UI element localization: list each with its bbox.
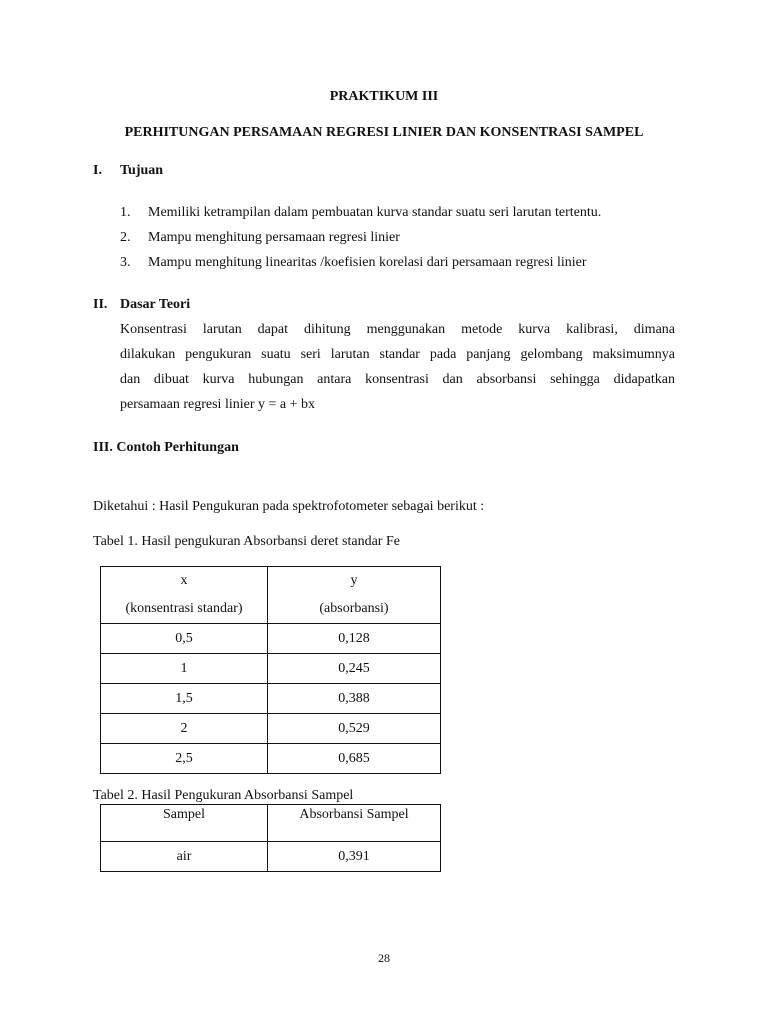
section-1-heading: Tujuan — [120, 163, 164, 178]
cell-x: 1 — [101, 654, 268, 684]
cell-y: 0,388 — [268, 684, 441, 714]
list-item-number: 2. — [120, 230, 131, 245]
cell-x: 0,5 — [101, 624, 268, 654]
table-2-caption: Tabel 2. Hasil Pengukuran Absorbansi Sampel — [93, 788, 354, 803]
cell-x: 1,5 — [101, 684, 268, 714]
cell-sample: air — [101, 842, 268, 872]
header-y — [268, 567, 441, 624]
table-1-caption: Tabel 1. Hasil pengukuran Absorbansi deret standar Fe — [93, 534, 400, 549]
header-y-desc: (absorbansi) — [319, 601, 389, 616]
cell-absorbance: 0,391 — [268, 842, 441, 872]
list-item — [0, 255, 768, 271]
header-sample: Sampel — [101, 805, 268, 842]
theory-line: Konsentrasi larutan dapat dihitung menggunakan metode kurva kalibrasi, dimana — [120, 322, 675, 337]
page-number: 28 — [378, 951, 390, 965]
section-1-number: I. — [93, 163, 102, 178]
cell-y: 0,529 — [268, 714, 441, 744]
table-row — [101, 744, 441, 774]
table-row — [101, 842, 441, 872]
list-item-text: Mampu menghitung linearitas /koefisien korelasi dari persamaan regresi linier — [148, 255, 587, 270]
theory-line: dilakukan pengukuran suatu seri larutan standar pada panjang gelombang maksimumnya — [120, 347, 675, 362]
page-title: PRAKTIKUM III — [329, 89, 439, 104]
header-x-desc: (konsentrasi standar) — [125, 601, 243, 616]
table-row — [101, 714, 441, 744]
cell-x: 2,5 — [101, 744, 268, 774]
section-2-number: II. — [93, 297, 108, 312]
table-row — [101, 624, 441, 654]
cell-y: 0,245 — [268, 654, 441, 684]
header-x-symbol: x — [180, 573, 188, 588]
table-row — [101, 684, 441, 714]
standard-table — [100, 566, 441, 774]
cell-y: 0,128 — [268, 624, 441, 654]
cell-y: 0,685 — [268, 744, 441, 774]
list-item-number: 3. — [120, 255, 131, 270]
list-item-text: Mampu menghitung persamaan regresi linier — [148, 230, 400, 245]
section-3-heading: III. Contoh Perhitungan — [93, 440, 239, 455]
table-header-row — [101, 805, 441, 842]
list-item — [0, 205, 768, 221]
given-statement: Diketahui : Hasil Pengukuran pada spektrofotometer sebagai berikut : — [93, 499, 485, 514]
list-item-number: 1. — [120, 205, 131, 220]
header-absorbance: Absorbansi Sampel — [268, 805, 441, 842]
theory-paragraph — [120, 322, 675, 422]
page-subtitle: PERHITUNGAN PERSAMAAN REGRESI LINIER DAN KONSENTRASI SAMPEL — [124, 125, 644, 140]
list-item — [0, 230, 768, 246]
header-x — [101, 567, 268, 624]
header-y-symbol: y — [350, 573, 358, 588]
table-row — [101, 654, 441, 684]
theory-line: dan dibuat kurva hubungan antara konsentrasi dan absorbansi sehingga didapatkan — [120, 372, 675, 387]
section-2-heading: Dasar Teori — [120, 297, 191, 312]
sample-table — [100, 804, 441, 872]
list-item-text: Memiliki ketrampilan dalam pembuatan kurva standar suatu seri larutan tertentu. — [148, 205, 602, 220]
theory-line: persamaan regresi linier y = a + bx — [120, 397, 315, 412]
table-header-row — [101, 567, 441, 624]
cell-x: 2 — [101, 714, 268, 744]
